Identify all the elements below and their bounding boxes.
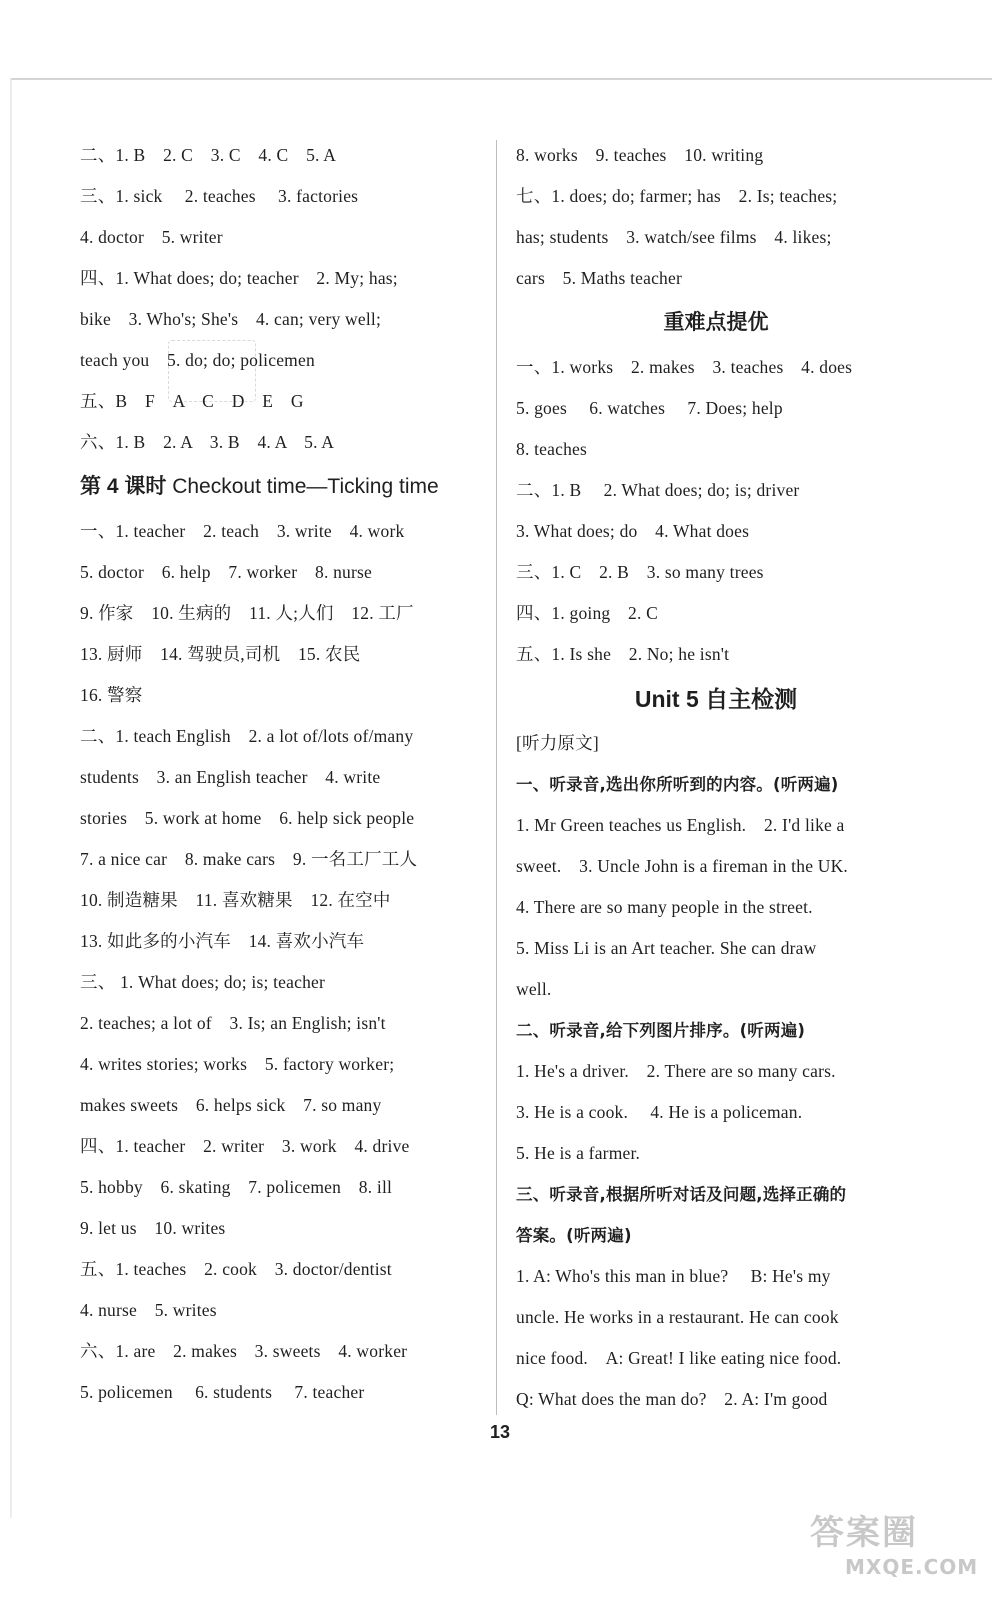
- transcript-line: 1. Mr Green teaches us English. 2. I'd like a: [516, 815, 845, 835]
- column-divider: [496, 140, 497, 1415]
- transcript-line: 4. There are so many people in the street.: [516, 897, 813, 917]
- answer-line: 9. 作家 10. 生病的 11. 人;人们 12. 工厂: [80, 603, 414, 623]
- answer-line: bike 3. Who's; She's 4. can; very well;: [80, 309, 382, 329]
- watermark-logo: 答案圈: [810, 1513, 918, 1553]
- unit-heading: Unit 5 自主检测: [634, 686, 798, 712]
- lesson-heading: [80, 463, 480, 511]
- answer-line: 五、B F A C D E G: [80, 391, 304, 411]
- answer-line: 7. a nice car 8. make cars 9. 一名工厂工人: [80, 849, 418, 869]
- answer-line: 一、1. works 2. makes 3. teaches 4. does: [516, 357, 853, 377]
- section-instruction: 二、听录音,给下列图片排序。(听两遍): [516, 1021, 806, 1040]
- answer-line: makes sweets 6. helps sick 7. so many: [80, 1095, 382, 1115]
- listening-label: [听力原文]: [516, 733, 599, 753]
- answer-line: 16. 警察: [80, 685, 143, 705]
- lesson-heading-cn: 第 4 课时: [80, 475, 167, 498]
- answer-line: 六、1. B 2. A 3. B 4. A 5. A: [80, 432, 335, 452]
- right-column: [516, 135, 916, 1420]
- answer-line: 七、1. does; do; farmer; has 2. Is; teaches;: [516, 186, 838, 206]
- answer-line: 二、1. B 2. C 3. C 4. C 5. A: [80, 145, 337, 165]
- answer-line: teach you 5. do; do; policemen: [80, 350, 315, 370]
- answer-line: 3. What does; do 4. What does: [516, 521, 750, 541]
- answer-line: 13. 厨师 14. 驾驶员,司机 15. 农民: [80, 644, 361, 664]
- answer-line: 一、1. teacher 2. teach 3. write 4. work: [80, 521, 405, 541]
- answer-line: cars 5. Maths teacher: [516, 268, 683, 288]
- answer-line: 13. 如此多的小汽车 14. 喜欢小汽车: [80, 931, 365, 951]
- watermark-url: MXQE.COM: [845, 1555, 979, 1579]
- transcript-line: uncle. He works in a restaurant. He can cook: [516, 1307, 839, 1327]
- transcript-line: nice food. A: Great! I like eating nice food.: [516, 1348, 842, 1368]
- transcript-line: well.: [516, 979, 552, 999]
- answer-line: 三、 1. What does; do; is; teacher: [80, 972, 326, 992]
- transcript-line: sweet. 3. Uncle John is a fireman in the UK.: [516, 856, 848, 876]
- answer-line: 六、1. are 2. makes 3. sweets 4. worker: [80, 1341, 408, 1361]
- listening-section: [516, 764, 916, 1420]
- answer-line: 8. works 9. teaches 10. writing: [516, 145, 764, 165]
- answer-line: 五、1. teaches 2. cook 3. doctor/dentist: [80, 1259, 392, 1279]
- answer-line: 2. teaches; a lot of 3. Is; an English; isn't: [80, 1013, 386, 1033]
- answer-line: 4. doctor 5. writer: [80, 227, 223, 247]
- answer-line: 9. let us 10. writes: [80, 1218, 226, 1238]
- page-number: 13: [489, 1422, 511, 1442]
- transcript-line: 1. A: Who's this man in blue? B: He's my: [516, 1266, 831, 1286]
- answer-line: 10. 制造糖果 11. 喜欢糖果 12. 在空中: [80, 890, 391, 910]
- answer-line: 二、1. B 2. What does; do; is; driver: [516, 480, 800, 500]
- answer-line: 五、1. Is she 2. No; he isn't: [516, 644, 730, 664]
- answer-line: 5. doctor 6. help 7. worker 8. nurse: [80, 562, 373, 582]
- answer-line: has; students 3. watch/see films 4. likes;: [516, 227, 832, 247]
- answer-line: 三、1. sick 2. teaches 3. factories: [80, 186, 359, 206]
- lesson-heading-en: Checkout time—Ticking time: [172, 475, 439, 498]
- answer-line: 三、1. C 2. B 3. so many trees: [516, 562, 764, 582]
- section-instruction: 三、听录音,根据所听对话及问题,选择正确的: [516, 1185, 847, 1204]
- answer-line: students 3. an English teacher 4. write: [80, 767, 381, 787]
- answer-line: 5. goes 6. watches 7. Does; help: [516, 398, 783, 418]
- section-instruction: 一、听录音,选出你所听到的内容。(听两遍): [516, 775, 839, 794]
- left-column: [80, 135, 480, 1413]
- answer-line: 4. writes stories; works 5. factory worker;: [80, 1054, 395, 1074]
- transcript-line: 5. He is a farmer.: [516, 1143, 641, 1163]
- section-instruction: 答案。(听两遍): [516, 1226, 632, 1245]
- answer-line: 四、1. What does; do; teacher 2. My; has;: [80, 268, 398, 288]
- transcript-line: 3. He is a cook. 4. He is a policeman.: [516, 1102, 803, 1122]
- transcript-line: Q: What does the man do? 2. A: I'm good: [516, 1389, 828, 1409]
- answer-line: 4. nurse 5. writes: [80, 1300, 217, 1320]
- transcript-line: 5. Miss Li is an Art teacher. She can draw: [516, 938, 817, 958]
- transcript-line: 1. He's a driver. 2. There are so many cars.: [516, 1061, 836, 1081]
- answer-line: 8. teaches: [516, 439, 587, 459]
- key-points-heading: 重难点提优: [663, 311, 769, 334]
- answer-line: 二、1. teach English 2. a lot of/lots of/many: [80, 726, 414, 746]
- answer-line: 5. hobby 6. skating 7. policemen 8. ill: [80, 1177, 393, 1197]
- answer-line: 四、1. going 2. C: [516, 603, 659, 623]
- answer-line: 5. policemen 6. students 7. teacher: [80, 1382, 365, 1402]
- answer-line: 四、1. teacher 2. writer 3. work 4. drive: [80, 1136, 410, 1156]
- answer-line: stories 5. work at home 6. help sick people: [80, 808, 415, 828]
